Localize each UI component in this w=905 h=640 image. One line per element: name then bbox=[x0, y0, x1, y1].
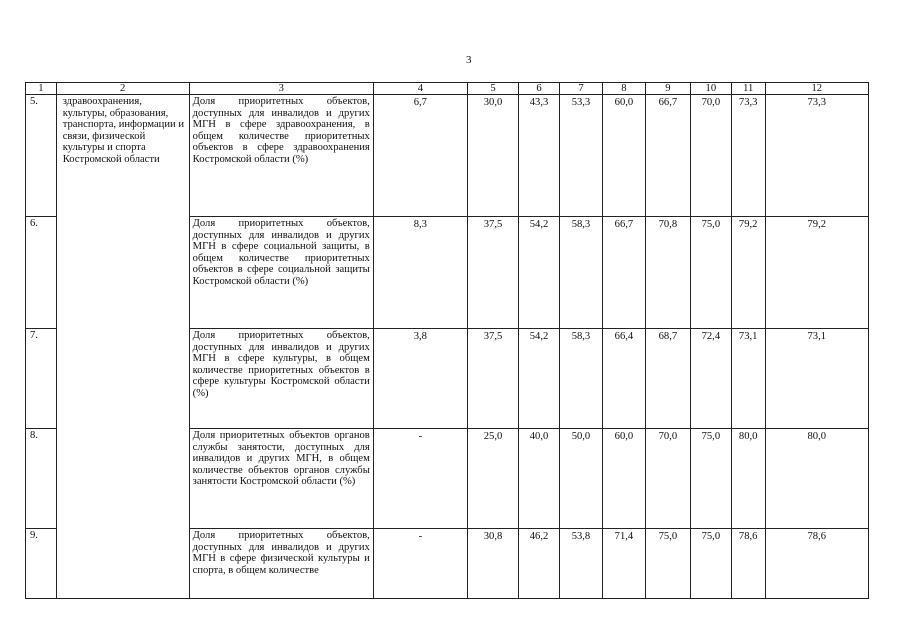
value-cell: 6,7 bbox=[373, 95, 467, 217]
value-cell: 80,0 bbox=[765, 429, 868, 529]
indicator-description: Доля приоритетных объектов, доступных для инвалидов и других МГН в сфере социальной защиты, в общем количестве приоритетных объектов в сфере социальной защиты Костромской области (%) bbox=[189, 217, 373, 329]
value-cell: 75,0 bbox=[645, 529, 690, 599]
value-cell: 53,8 bbox=[559, 529, 602, 599]
header-cell: 10 bbox=[690, 83, 731, 95]
value-cell: 58,3 bbox=[559, 217, 602, 329]
value-cell: 58,3 bbox=[559, 329, 602, 429]
value-cell: 54,2 bbox=[519, 329, 560, 429]
header-cell: 3 bbox=[189, 83, 373, 95]
value-cell: 25,0 bbox=[467, 429, 518, 529]
value-cell: 70,0 bbox=[645, 429, 690, 529]
row-number: 8. bbox=[26, 429, 57, 529]
value-cell: 30,0 bbox=[467, 95, 518, 217]
value-cell: 79,2 bbox=[731, 217, 765, 329]
value-cell: 78,6 bbox=[731, 529, 765, 599]
value-cell: - bbox=[373, 529, 467, 599]
value-cell: 73,3 bbox=[731, 95, 765, 217]
value-cell: 73,1 bbox=[765, 329, 868, 429]
indicator-description: Доля приоритетных объектов органов службы занятости, доступных для инвалидов и других МГН, в общем количестве объектов органов службы занятости Костромской области (%) bbox=[189, 429, 373, 529]
page-number: 3 bbox=[466, 54, 472, 66]
header-cell: 2 bbox=[56, 83, 189, 95]
indicator-description: Доля приоритетных объектов, доступных для инвалидов и других МГН в сфере здравоохранения, в общем количестве приоритетных объектов в сфере здравоохранения Костромской области (%) bbox=[189, 95, 373, 217]
indicators-table bbox=[25, 82, 869, 599]
value-cell: 70,0 bbox=[690, 95, 731, 217]
header-cell: 9 bbox=[645, 83, 690, 95]
row-number: 6. bbox=[26, 217, 57, 329]
table-row bbox=[26, 95, 869, 217]
header-cell: 11 bbox=[731, 83, 765, 95]
row-number: 7. bbox=[26, 329, 57, 429]
row-number: 9. bbox=[26, 529, 57, 599]
value-cell: 60,0 bbox=[602, 95, 645, 217]
value-cell: - bbox=[373, 429, 467, 529]
header-cell: 5 bbox=[467, 83, 518, 95]
value-cell: 73,1 bbox=[731, 329, 765, 429]
value-cell: 66,7 bbox=[645, 95, 690, 217]
value-cell: 75,0 bbox=[690, 429, 731, 529]
value-cell: 8,3 bbox=[373, 217, 467, 329]
value-cell: 79,2 bbox=[765, 217, 868, 329]
header-cell: 8 bbox=[602, 83, 645, 95]
value-cell: 46,2 bbox=[519, 529, 560, 599]
header-cell: 1 bbox=[26, 83, 57, 95]
value-cell: 71,4 bbox=[602, 529, 645, 599]
value-cell: 78,6 bbox=[765, 529, 868, 599]
header-cell: 4 bbox=[373, 83, 467, 95]
header-row bbox=[26, 83, 869, 95]
value-cell: 75,0 bbox=[690, 529, 731, 599]
value-cell: 30,8 bbox=[467, 529, 518, 599]
row-number: 5. bbox=[26, 95, 57, 217]
value-cell: 50,0 bbox=[559, 429, 602, 529]
header-cell: 12 bbox=[765, 83, 868, 95]
value-cell: 66,4 bbox=[602, 329, 645, 429]
value-cell: 70,8 bbox=[645, 217, 690, 329]
category-cell: здравоохранения, культуры, образования, транспорта, информации и связи, физической культуры и спорта Костромской области bbox=[56, 95, 189, 599]
value-cell: 72,4 bbox=[690, 329, 731, 429]
value-cell: 37,5 bbox=[467, 217, 518, 329]
value-cell: 54,2 bbox=[519, 217, 560, 329]
header-cell: 6 bbox=[519, 83, 560, 95]
header-cell: 7 bbox=[559, 83, 602, 95]
value-cell: 40,0 bbox=[519, 429, 560, 529]
value-cell: 53,3 bbox=[559, 95, 602, 217]
value-cell: 37,5 bbox=[467, 329, 518, 429]
value-cell: 80,0 bbox=[731, 429, 765, 529]
indicator-description: Доля приоритетных объектов, доступных для инвалидов и других МГН в сфере культуры, в общем количестве приоритетных объектов в сфере культуры Костромской области (%) bbox=[189, 329, 373, 429]
value-cell: 43,3 bbox=[519, 95, 560, 217]
value-cell: 73,3 bbox=[765, 95, 868, 217]
value-cell: 68,7 bbox=[645, 329, 690, 429]
value-cell: 3,8 bbox=[373, 329, 467, 429]
value-cell: 66,7 bbox=[602, 217, 645, 329]
value-cell: 60,0 bbox=[602, 429, 645, 529]
value-cell: 75,0 bbox=[690, 217, 731, 329]
indicator-description: Доля приоритетных объектов, доступных для инвалидов и других МГН в сфере физической культуры и спорта, в общем количестве bbox=[189, 529, 373, 599]
